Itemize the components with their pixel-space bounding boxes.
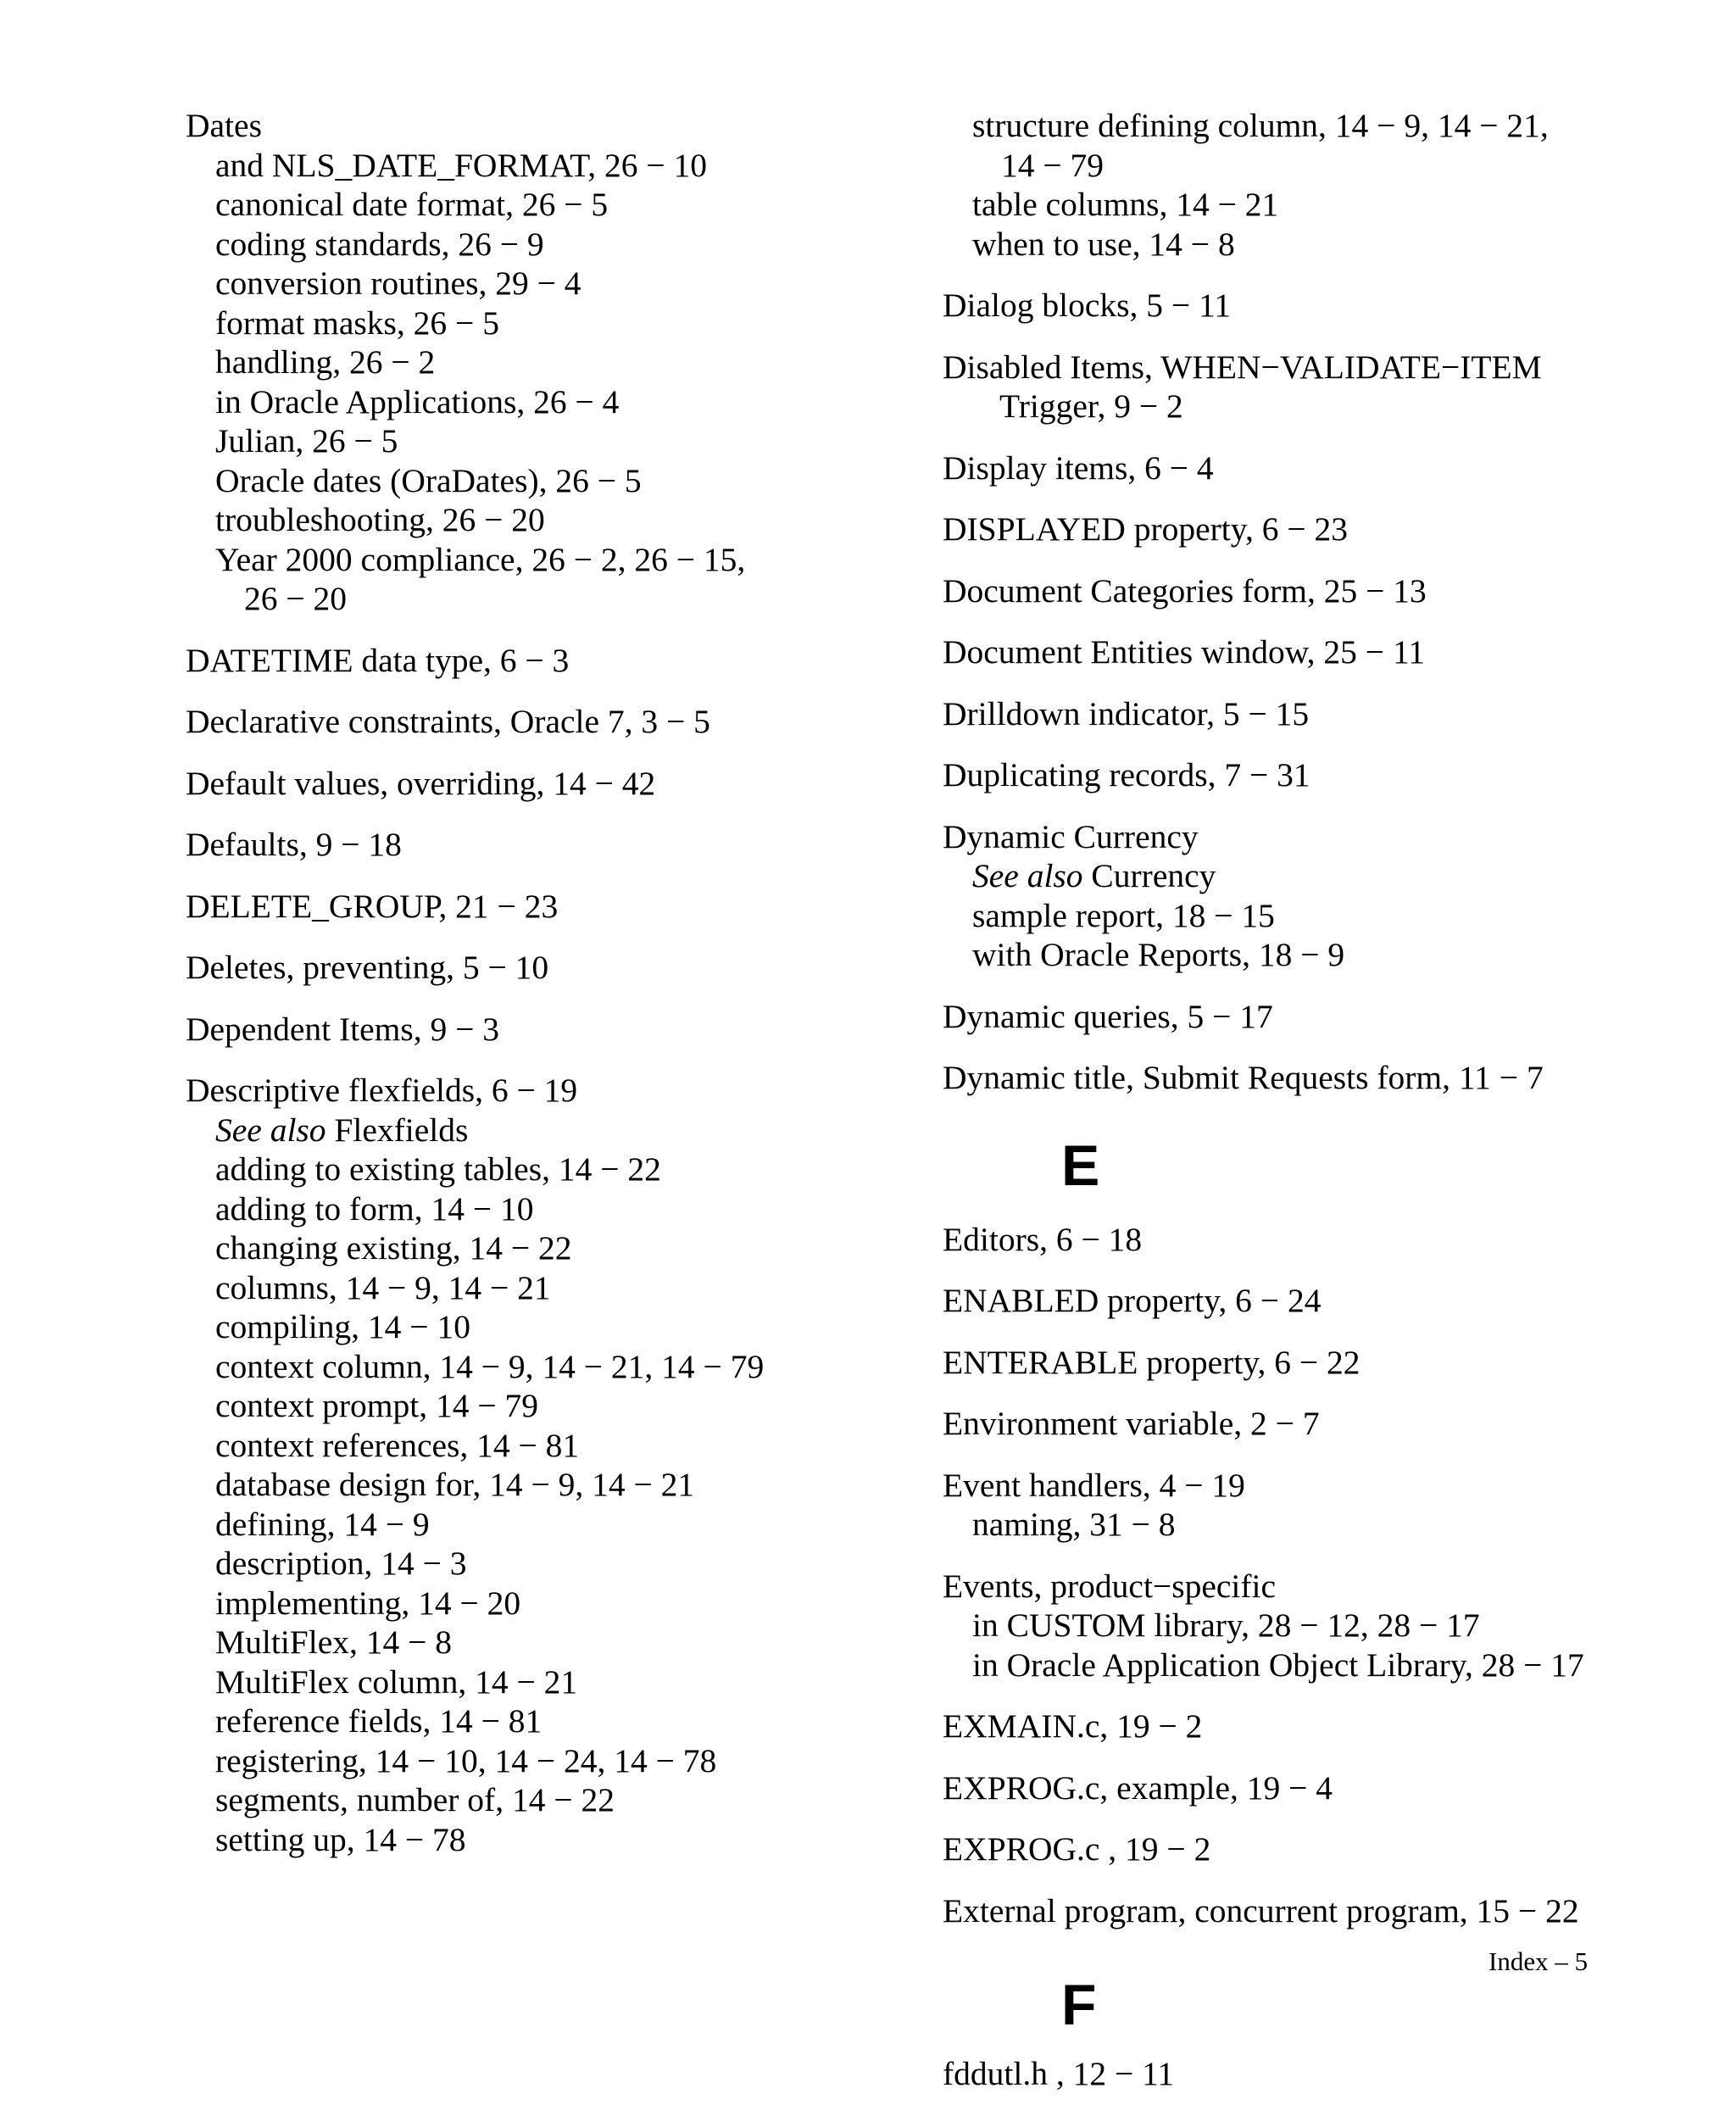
index-entry (186, 641, 898, 681)
index-subentry: defining, 14 − 9 (215, 1505, 430, 1543)
index-subentry: implementing, 14 − 20 (215, 1584, 521, 1622)
index-see-also (186, 1111, 898, 1150)
index-term: Dependent Items, 9 − 3 (186, 1010, 500, 1048)
index-entry (186, 825, 898, 865)
index-subentry: format masks, 26 − 5 (215, 303, 499, 342)
index-subentry: structure defining column, 14 − 9, 14 − 21, (972, 107, 1549, 144)
see-also-label: See also (215, 1111, 326, 1149)
index-term: Disabled Items, WHEN−VALIDATE−ITEM (943, 348, 1542, 386)
index-entry (186, 764, 898, 804)
index-subentry: registering, 14 − 10, 14 − 24, 14 − 78 (215, 1741, 717, 1779)
index-subentry: troubleshooting, 26 − 20 (215, 501, 545, 538)
index-entry (943, 1891, 1646, 1931)
index-term: Dialog blocks, 5 − 11 (943, 287, 1232, 324)
index-entry-dynamic-currency (943, 817, 1646, 975)
index-subentry: Oracle dates (OraDates), 26 − 5 (215, 461, 642, 499)
index-term: DELETE_GROUP, 21 − 23 (186, 887, 559, 925)
index-subentry: naming, 31 − 8 (972, 1506, 1176, 1543)
index-subentry: MultiFlex column, 14 − 21 (215, 1662, 578, 1701)
index-subentry: in Oracle Applications, 26 − 4 (215, 382, 620, 420)
index-term-continuation: Trigger, 9 − 2 (999, 387, 1183, 425)
index-entry (943, 448, 1646, 488)
index-subentry: reference fields, 14 − 81 (215, 1702, 542, 1740)
index-subentry: canonical date format, 26 − 5 (215, 186, 609, 223)
index-term: Dynamic queries, 5 − 17 (943, 997, 1273, 1035)
index-entry (943, 1220, 1646, 1260)
index-subentry: database design for, 14 − 9, 14 − 21 (215, 1466, 695, 1503)
index-subentry: handling, 26 − 2 (215, 343, 436, 381)
index-term: Environment variable, 2 − 7 (943, 1405, 1320, 1442)
page-number: Index – 5 (1488, 1946, 1589, 1976)
index-term: Default values, overriding, 14 − 42 (186, 764, 656, 802)
index-term: Drilldown indicator, 5 − 15 (943, 694, 1310, 732)
index-subentry: segments, number of, 14 − 22 (215, 1781, 615, 1818)
index-subentry: when to use, 14 − 8 (972, 225, 1235, 263)
index-term: Editors, 6 − 18 (943, 1220, 1143, 1258)
index-subentry: in CUSTOM library, 28 − 12, 28 − 17 (972, 1606, 1480, 1644)
index-term: Dynamic title, Submit Requests form, 11 − 7 (943, 1059, 1544, 1096)
index-entry (943, 348, 1646, 426)
index-entry (943, 1567, 1646, 1685)
index-entry (943, 1768, 1646, 1808)
index-entry (943, 1829, 1646, 1869)
index-column-left (186, 106, 898, 1881)
index-term: Deletes, preventing, 5 − 10 (186, 949, 549, 986)
index-term: Dynamic Currency (943, 817, 1199, 855)
index-term: EXPROG.c, example, 19 − 4 (943, 1768, 1333, 1807)
index-term: ENTERABLE property, 6 − 22 (943, 1343, 1360, 1381)
index-entry (943, 1466, 1646, 1545)
index-term: Duplicating records, 7 − 31 (943, 756, 1310, 794)
index-entry (943, 755, 1646, 795)
index-subentry: MultiFlex, 14 − 8 (215, 1623, 453, 1661)
index-entry (943, 632, 1646, 672)
index-subentry: changing existing, 14 − 22 (215, 1229, 572, 1267)
see-also-target: Currency (1082, 857, 1216, 894)
see-also-label: See also (972, 857, 1083, 894)
index-subentry: setting up, 14 − 78 (215, 1820, 466, 1858)
index-term: ENABLED property, 6 − 24 (943, 1282, 1321, 1319)
index-entry (943, 2054, 1646, 2094)
index-term: fddutl.h , 12 − 11 (943, 2055, 1175, 2092)
see-also-target: Flexfields (326, 1111, 469, 1149)
index-subentry: context prompt, 14 − 79 (215, 1387, 539, 1424)
index-entry (186, 1010, 898, 1050)
index-entry (186, 887, 898, 927)
index-term: DATETIME data type, 6 − 3 (186, 641, 570, 679)
index-term: EXPROG.c , 19 − 2 (943, 1830, 1211, 1868)
index-entry (943, 571, 1646, 611)
index-subentry: adding to existing tables, 14 − 22 (215, 1150, 661, 1188)
index-term: Display items, 6 − 4 (943, 448, 1214, 487)
index-term: Declarative constraints, Oracle 7, 3 − 5 (186, 703, 710, 740)
index-entry (943, 694, 1646, 734)
index-entry (943, 510, 1646, 549)
index-term: Events, product−specific (943, 1567, 1277, 1605)
index-subentry: conversion routines, 29 − 4 (215, 264, 581, 302)
index-entry (186, 702, 898, 742)
index-entry (943, 1343, 1646, 1383)
index-term: External program, concurrent program, 15 − 22 (943, 1891, 1579, 1929)
index-term: Document Entities window, 25 − 11 (943, 633, 1425, 671)
index-subentry: context references, 14 − 81 (215, 1426, 580, 1464)
index-subentry: coding standards, 26 − 9 (215, 225, 544, 263)
index-subentry: table columns, 14 − 21 (972, 186, 1279, 223)
index-entry (943, 1058, 1646, 1098)
index-subentry: in Oracle Application Object Library, 28 − 17 (972, 1645, 1584, 1684)
index-term: DISPLAYED property, 6 − 23 (943, 510, 1348, 548)
index-term: Event handlers, 4 − 19 (943, 1466, 1245, 1504)
index-subentry-continuation: 26 − 20 (244, 580, 348, 617)
index-see-also (943, 856, 1646, 896)
index-term: EXMAIN.c, 19 − 2 (943, 1707, 1203, 1745)
index-subentry: and NLS_DATE_FORMAT, 26 − 10 (215, 146, 708, 184)
index-term: Defaults, 9 − 18 (186, 826, 402, 863)
index-subentry: adding to form, 14 − 10 (215, 1189, 534, 1228)
index-term: Descriptive flexfields, 6 − 19 (186, 1072, 578, 1109)
index-subentry: with Oracle Reports, 18 − 9 (972, 936, 1345, 973)
index-column-right (943, 106, 1646, 2116)
index-entry (943, 286, 1646, 326)
index-carry-over (943, 106, 1646, 264)
index-subentry: compiling, 14 − 10 (215, 1308, 470, 1345)
section-heading-e: E (1061, 1133, 1100, 1198)
index-entry (943, 997, 1646, 1037)
index-subentry: Julian, 26 − 5 (215, 422, 398, 459)
index-entry-dates (186, 106, 898, 619)
index-entry (943, 1404, 1646, 1444)
index-entry-descriptive-flexfields (186, 1071, 898, 1859)
index-entry (943, 1707, 1646, 1746)
index-entry (186, 948, 898, 988)
index-subentry: columns, 14 − 9, 14 − 21 (215, 1268, 551, 1306)
section-heading-f: F (1061, 1973, 1097, 2037)
index-subentry: description, 14 − 3 (215, 1545, 467, 1582)
index-subentry: sample report, 18 − 15 (972, 896, 1275, 934)
index-subentry: Year 2000 compliance, 26 − 2, 26 − 15, (215, 540, 746, 578)
index-entry (943, 1281, 1646, 1321)
index-subentry-continuation: 14 − 79 (1001, 146, 1104, 184)
index-subentry: context column, 14 − 9, 14 − 21, 14 − 79 (215, 1347, 765, 1385)
index-term: Dates (186, 107, 262, 144)
index-term: Document Categories form, 25 − 13 (943, 571, 1427, 610)
